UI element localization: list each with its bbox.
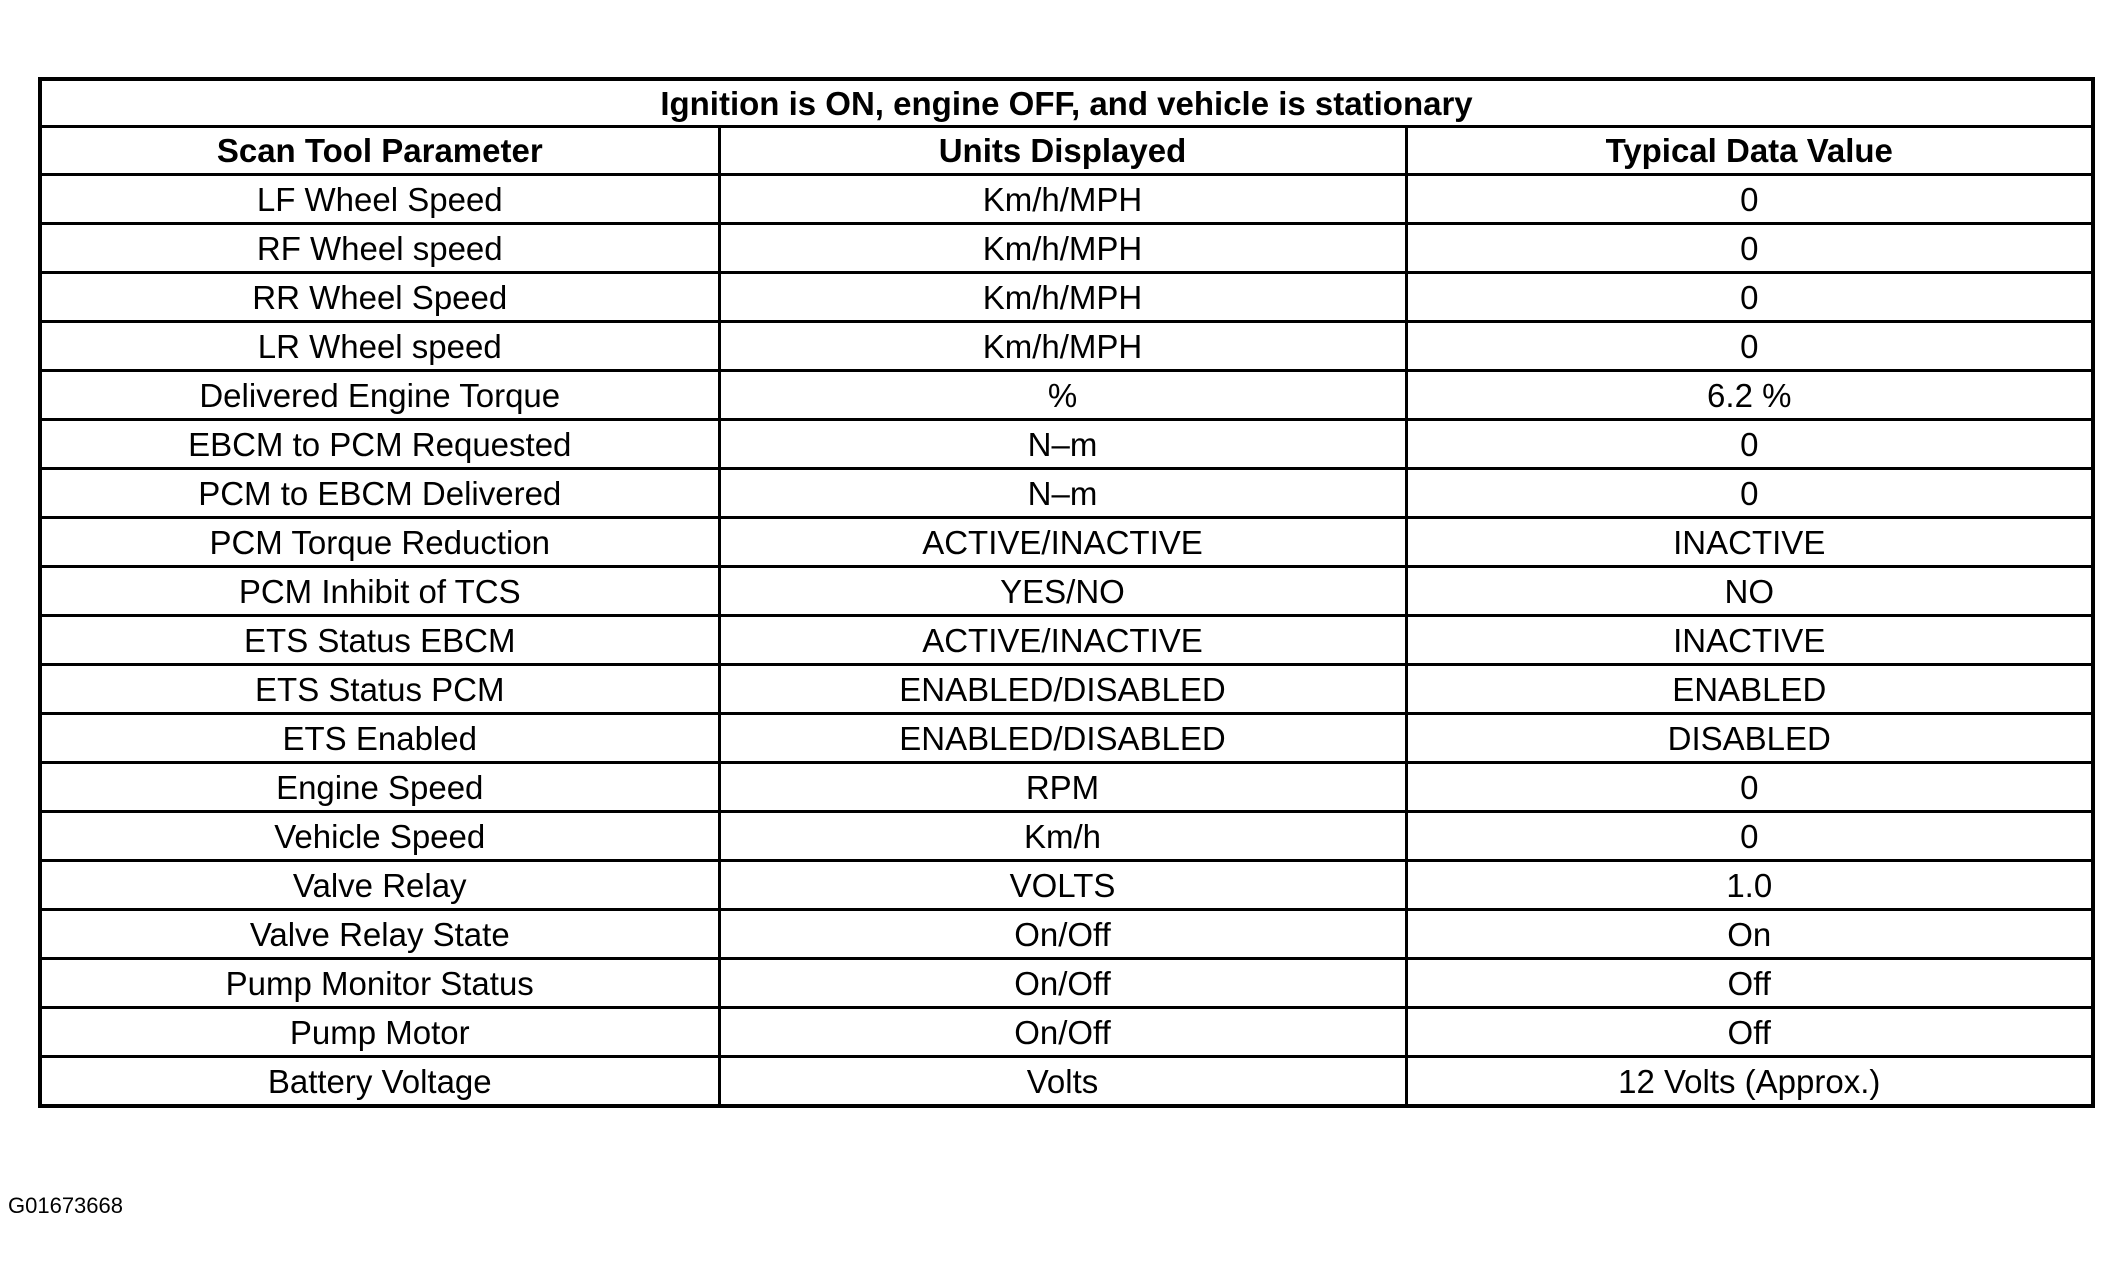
parameter-cell: Battery Voltage bbox=[40, 1057, 719, 1107]
typical-value-cell: INACTIVE bbox=[1406, 616, 2093, 665]
table-body bbox=[40, 175, 2093, 1107]
units-cell: YES/NO bbox=[719, 567, 1406, 616]
parameter-cell: ETS Status PCM bbox=[40, 665, 719, 714]
units-cell: On/Off bbox=[719, 959, 1406, 1008]
table-header-row bbox=[40, 127, 2093, 175]
parameter-cell: Delivered Engine Torque bbox=[40, 371, 719, 420]
parameter-cell: PCM to EBCM Delivered bbox=[40, 469, 719, 518]
header-units-displayed: Units Displayed bbox=[719, 127, 1406, 175]
table-row bbox=[40, 665, 2093, 714]
typical-value-cell: 1.0 bbox=[1406, 861, 2093, 910]
table-row bbox=[40, 273, 2093, 322]
typical-value-cell: 0 bbox=[1406, 224, 2093, 273]
typical-value-cell: 0 bbox=[1406, 273, 2093, 322]
typical-value-cell: 0 bbox=[1406, 322, 2093, 371]
units-cell: ACTIVE/INACTIVE bbox=[719, 518, 1406, 567]
units-cell: Volts bbox=[719, 1057, 1406, 1107]
table-row bbox=[40, 616, 2093, 665]
parameter-cell: LF Wheel Speed bbox=[40, 175, 719, 224]
typical-value-cell: 0 bbox=[1406, 469, 2093, 518]
table-row bbox=[40, 861, 2093, 910]
units-cell: ACTIVE/INACTIVE bbox=[719, 616, 1406, 665]
typical-value-cell: Off bbox=[1406, 1008, 2093, 1057]
parameter-cell: ETS Status EBCM bbox=[40, 616, 719, 665]
table-row bbox=[40, 714, 2093, 763]
parameter-cell: RR Wheel Speed bbox=[40, 273, 719, 322]
units-cell: N–m bbox=[719, 469, 1406, 518]
units-cell: Km/h/MPH bbox=[719, 224, 1406, 273]
parameter-cell: Valve Relay bbox=[40, 861, 719, 910]
header-scan-tool-parameter: Scan Tool Parameter bbox=[40, 127, 719, 175]
typical-value-cell: Off bbox=[1406, 959, 2093, 1008]
table-row bbox=[40, 175, 2093, 224]
typical-value-cell: 0 bbox=[1406, 812, 2093, 861]
units-cell: On/Off bbox=[719, 1008, 1406, 1057]
parameter-cell: Vehicle Speed bbox=[40, 812, 719, 861]
table-row bbox=[40, 959, 2093, 1008]
typical-value-cell: On bbox=[1406, 910, 2093, 959]
parameter-cell: Engine Speed bbox=[40, 763, 719, 812]
parameter-cell: ETS Enabled bbox=[40, 714, 719, 763]
units-cell: VOLTS bbox=[719, 861, 1406, 910]
units-cell: On/Off bbox=[719, 910, 1406, 959]
scan-tool-data-table bbox=[38, 77, 2095, 1108]
parameter-cell: EBCM to PCM Requested bbox=[40, 420, 719, 469]
typical-value-cell: 6.2 % bbox=[1406, 371, 2093, 420]
typical-value-cell: INACTIVE bbox=[1406, 518, 2093, 567]
units-cell: Km/h/MPH bbox=[719, 322, 1406, 371]
units-cell: Km/h/MPH bbox=[719, 273, 1406, 322]
typical-value-cell: ENABLED bbox=[1406, 665, 2093, 714]
table-row bbox=[40, 224, 2093, 273]
table-row bbox=[40, 812, 2093, 861]
typical-value-cell: NO bbox=[1406, 567, 2093, 616]
parameter-cell: PCM Inhibit of TCS bbox=[40, 567, 719, 616]
table-row bbox=[40, 322, 2093, 371]
units-cell: N–m bbox=[719, 420, 1406, 469]
parameter-cell: Pump Motor bbox=[40, 1008, 719, 1057]
table-row bbox=[40, 567, 2093, 616]
table-row bbox=[40, 469, 2093, 518]
typical-value-cell: 12 Volts (Approx.) bbox=[1406, 1057, 2093, 1107]
units-cell: Km/h bbox=[719, 812, 1406, 861]
units-cell: ENABLED/DISABLED bbox=[719, 714, 1406, 763]
parameter-cell: Valve Relay State bbox=[40, 910, 719, 959]
table-row bbox=[40, 518, 2093, 567]
table-row bbox=[40, 763, 2093, 812]
table-title-row bbox=[40, 79, 2093, 127]
table-row bbox=[40, 1057, 2093, 1107]
table-row bbox=[40, 1008, 2093, 1057]
typical-value-cell: DISABLED bbox=[1406, 714, 2093, 763]
units-cell: Km/h/MPH bbox=[719, 175, 1406, 224]
figure-id: G01673668 bbox=[8, 1193, 123, 1218]
table-row bbox=[40, 420, 2093, 469]
units-cell: ENABLED/DISABLED bbox=[719, 665, 1406, 714]
table-row bbox=[40, 910, 2093, 959]
typical-value-cell: 0 bbox=[1406, 175, 2093, 224]
table-title: Ignition is ON, engine OFF, and vehicle is stationary bbox=[40, 79, 2093, 127]
parameter-cell: Pump Monitor Status bbox=[40, 959, 719, 1008]
parameter-cell: RF Wheel speed bbox=[40, 224, 719, 273]
typical-value-cell: 0 bbox=[1406, 420, 2093, 469]
units-cell: RPM bbox=[719, 763, 1406, 812]
typical-value-cell: 0 bbox=[1406, 763, 2093, 812]
parameter-cell: LR Wheel speed bbox=[40, 322, 719, 371]
parameter-cell: PCM Torque Reduction bbox=[40, 518, 719, 567]
header-typical-data-value: Typical Data Value bbox=[1406, 127, 2093, 175]
units-cell: % bbox=[719, 371, 1406, 420]
table-row bbox=[40, 371, 2093, 420]
